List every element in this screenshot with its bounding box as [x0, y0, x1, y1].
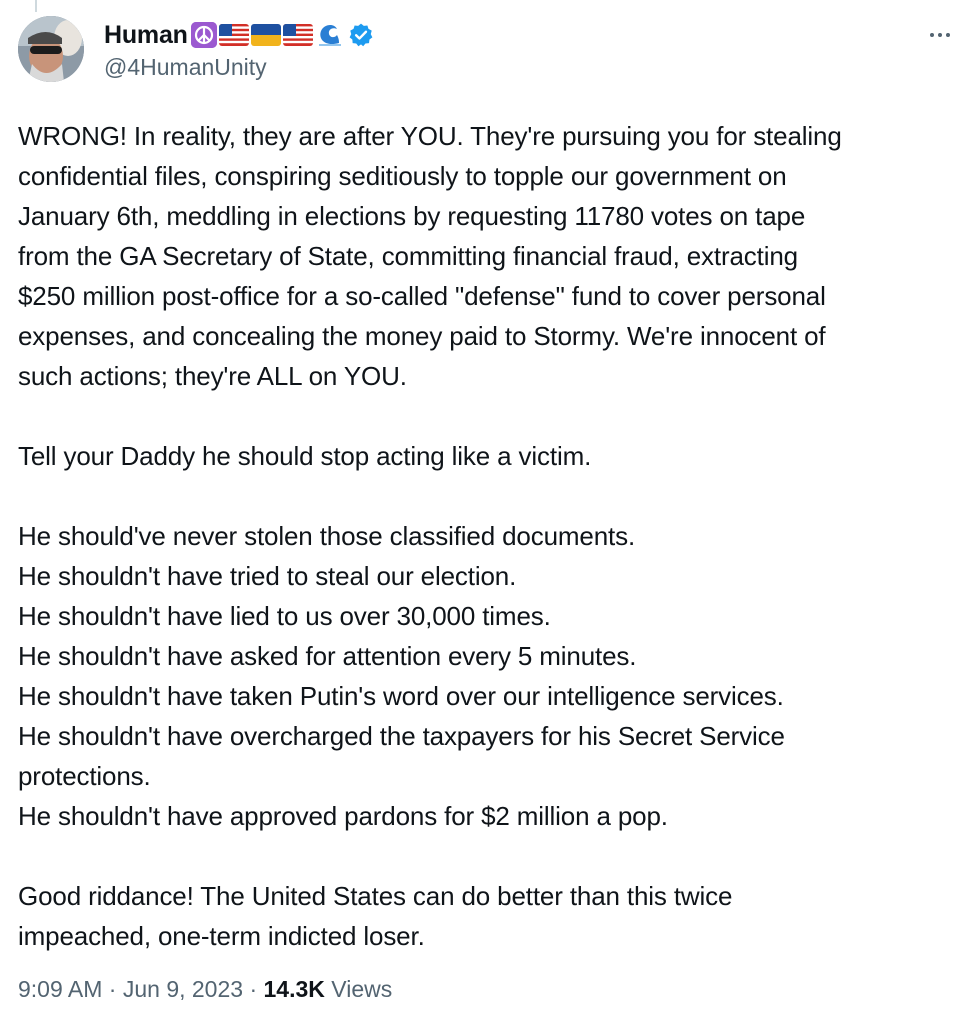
more-options-button[interactable] [922, 20, 958, 50]
views-count[interactable]: 14.3K [263, 976, 325, 1002]
tweet-line: He shouldn't have taken Putin's word over our intelligence services. [18, 681, 784, 711]
tweet-line: confidential files, conspiring seditiously to topple our government on [18, 161, 787, 191]
us-flag-icon [283, 24, 313, 46]
tweet-meta [18, 976, 392, 1003]
author-names [104, 18, 374, 81]
verified-badge-icon[interactable] [348, 22, 374, 48]
ukraine-flag-icon [251, 24, 281, 46]
tweet-line: He shouldn't have approved pardons for $2 million a pop. [18, 801, 668, 831]
us-flag-icon [219, 24, 249, 46]
meta-separator: · [249, 976, 258, 1002]
tweet-line: He shouldn't have lied to us over 30,000 times. [18, 601, 551, 631]
tweet-time: 9:09 AM [18, 976, 103, 1002]
more-dot-icon [946, 33, 950, 37]
tweet-line: such actions; they're ALL on YOU. [18, 361, 407, 391]
tweet-line: WRONG! In reality, they are after YOU. They're pursuing you for stealing [18, 121, 842, 151]
display-name[interactable]: Human [104, 20, 188, 49]
peace-symbol-icon [191, 22, 217, 48]
tweet-text [18, 116, 963, 996]
tweet-date: Jun 9, 2023 [122, 976, 244, 1002]
author-handle[interactable]: @4HumanUnity [104, 54, 267, 80]
avatar-photo-icon [18, 16, 84, 82]
more-dot-icon [930, 33, 934, 37]
display-name-row [104, 18, 374, 52]
more-dot-icon [938, 33, 942, 37]
tweet-line: He shouldn't have tried to steal our election. [18, 561, 517, 591]
tweet-line: He shouldn't have overcharged the taxpayers for his Secret Service [18, 721, 785, 751]
tweet-paragraph [18, 436, 963, 476]
tweet-line: from the GA Secretary of State, committing financial fraud, extracting [18, 241, 798, 271]
tweet-line: $250 million post-office for a so-called "defense" fund to cover personal [18, 281, 826, 311]
tweet-line: Good riddance! The United States can do better than this twice [18, 881, 733, 911]
tweet-paragraph [18, 116, 963, 396]
tweet-line: impeached, one-term indicted loser. [18, 921, 425, 951]
meta-separator: · [108, 976, 117, 1002]
tweet-line: He shouldn't have asked for attention every 5 minutes. [18, 641, 637, 671]
tweet-line: January 6th, meddling in elections by requesting 11780 votes on tape [18, 201, 806, 231]
tweet-paragraph [18, 516, 963, 836]
avatar[interactable] [18, 16, 84, 82]
tweet-line: protections. [18, 761, 151, 791]
tweet-line: Tell your Daddy he should stop acting like a victim. [18, 441, 592, 471]
tweet-timestamp-link[interactable] [18, 976, 243, 1002]
tweet-header [18, 16, 962, 88]
tweet-line: He should've never stolen those classified documents. [18, 521, 636, 551]
tweet-line: expenses, and concealing the money paid to Stormy. We're innocent of [18, 321, 826, 351]
views-label[interactable]: Views [331, 976, 393, 1002]
tweet-paragraph [18, 876, 963, 956]
thread-connector-line [35, 0, 37, 12]
water-wave-icon [315, 21, 343, 49]
